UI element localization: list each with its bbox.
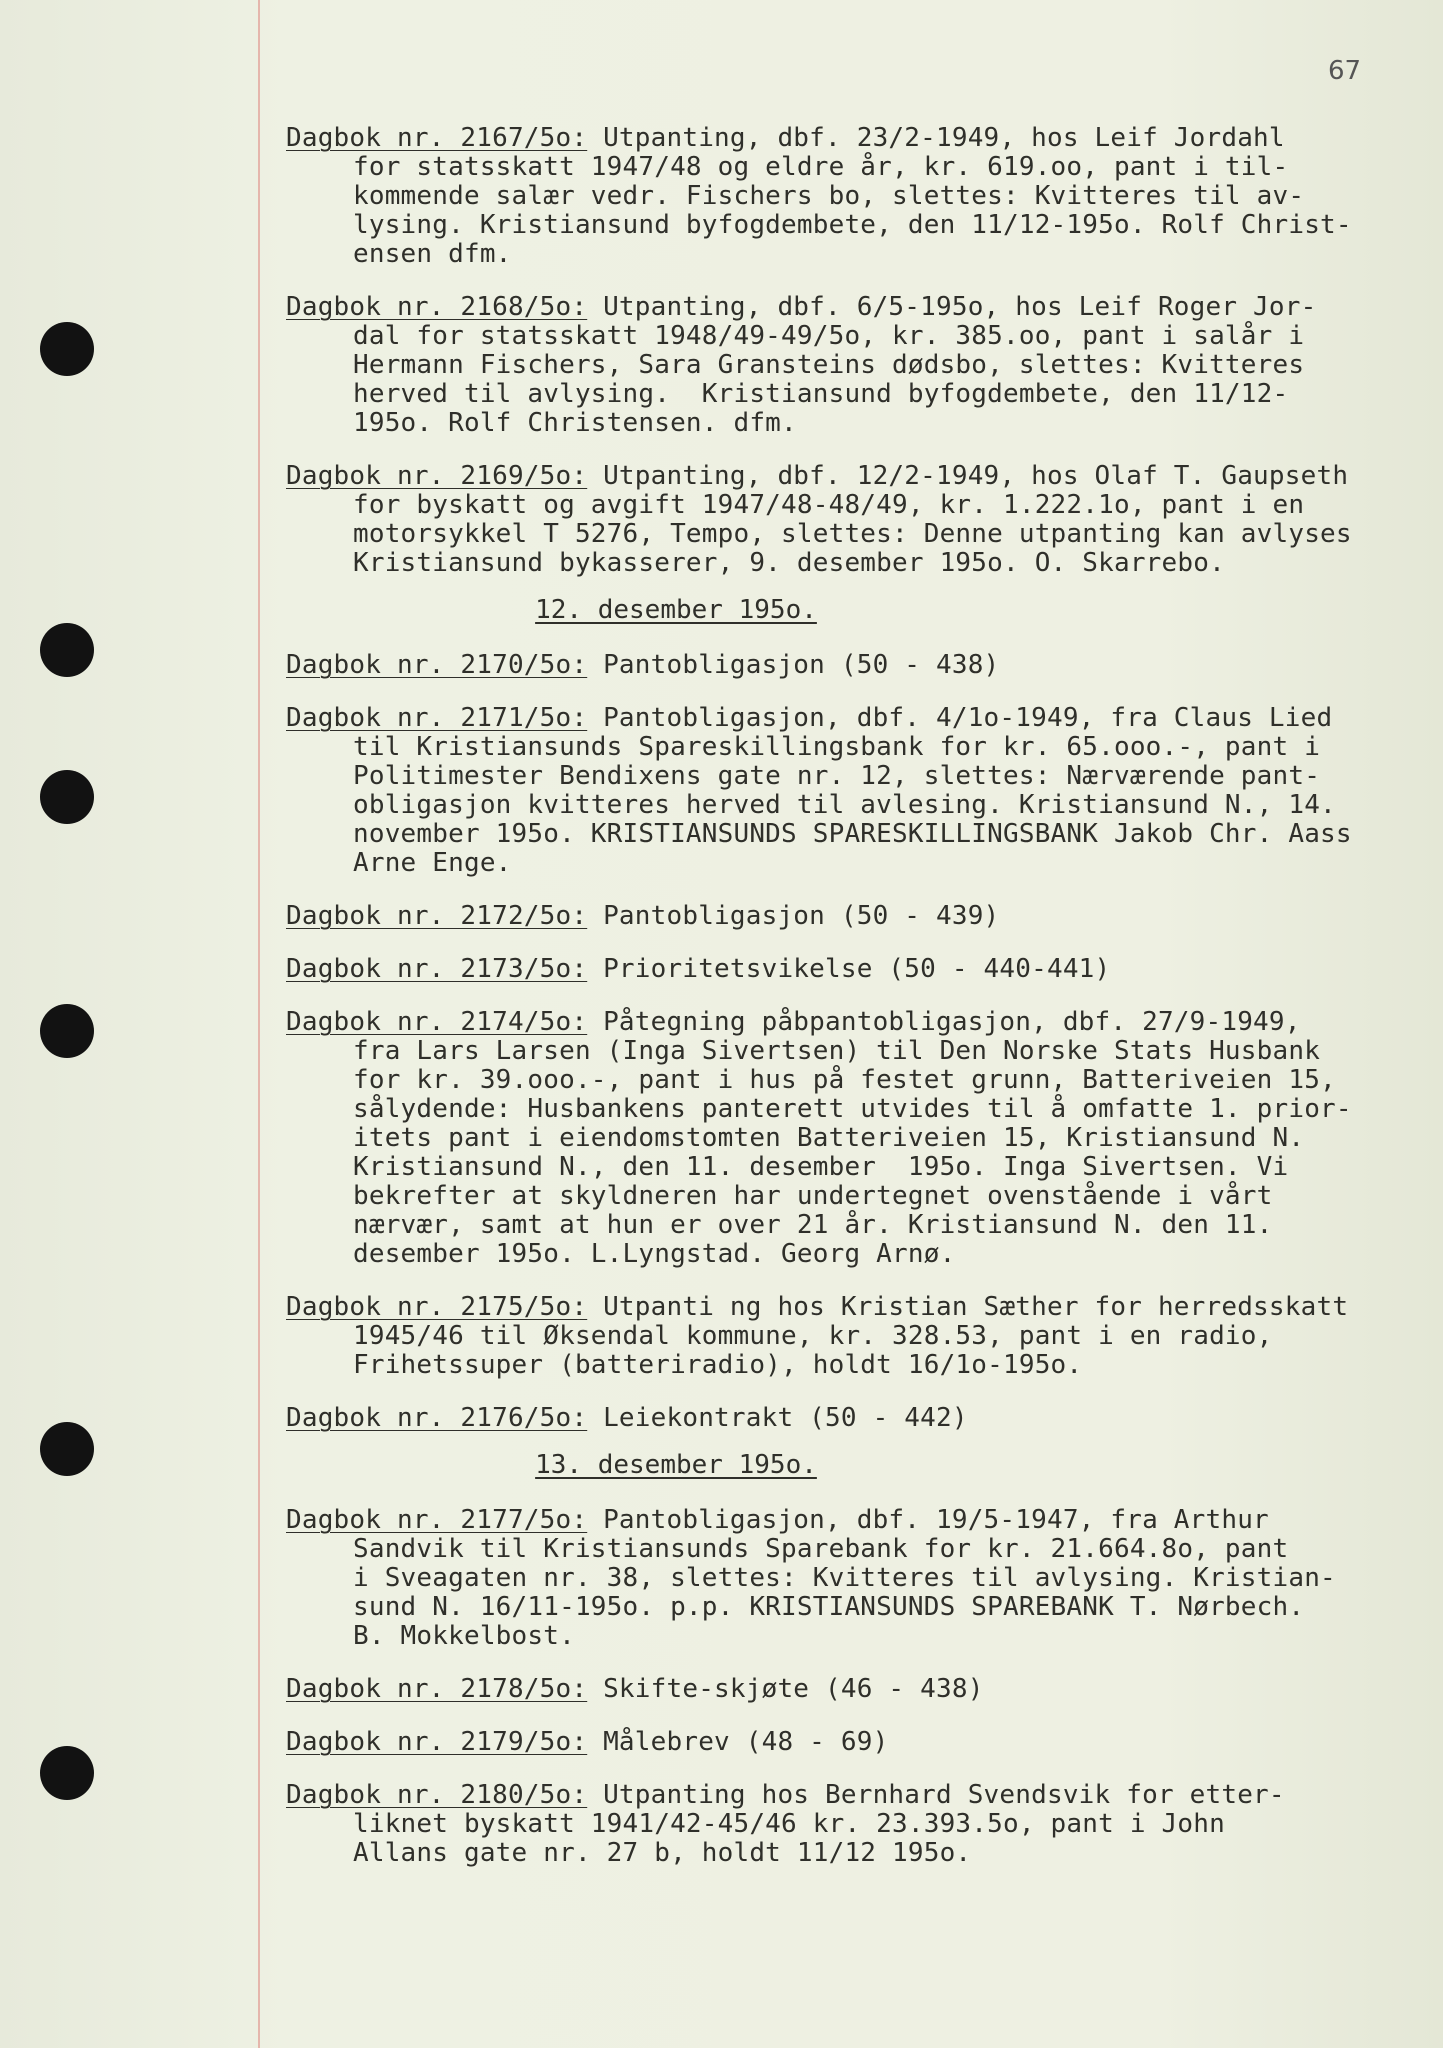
page-number: 67 [1328,56,1362,86]
ledger-entry [286,1675,1426,1704]
entry-label: Dagbok nr. 2176/5o: [286,1403,588,1433]
entry-line: Kristiansund bykasserer, 9. desember 195o. O. Skarrebo. [353,548,1225,578]
entry-first-line [286,124,1426,153]
ledger-entry [286,1506,1426,1651]
entry-label: Dagbok nr. 2174/5o: [286,1007,588,1037]
entry-first-line [286,1781,1426,1810]
ledger-entry [286,1293,1426,1380]
entry-label: Dagbok nr. 2177/5o: [286,1505,588,1535]
ledger-entry [286,124,1426,269]
entry-first-line [286,1008,1426,1037]
entry-first-line [286,651,1426,680]
entry-line: obligasjon kvitteres herved til avlesing. Kristiansund N., 14. [353,790,1336,820]
date-heading: 12. desember 195o. [535,595,817,625]
entry-label: Dagbok nr. 2171/5o: [286,703,588,733]
entry-text: Pantobligasjon, dbf. 19/5-1947, fra Arthur [587,1505,1269,1535]
entry-line: 195o. Rolf Christensen. dfm. [353,408,797,438]
entry-line: Kristiansund N., den 11. desember 195o. Inga Sivertsen. Vi [353,1152,1289,1182]
entry-text: Utpanting hos Bernhard Svendsvik for etter- [587,1780,1285,1810]
entry-text: Målebrev (48 - 69) [587,1727,889,1757]
entry-text: Utpanting, dbf. 12/2-1949, hos Olaf T. Gaupseth [587,461,1349,491]
entry-line: dal for statsskatt 1948/49-49/5o, kr. 385.oo, pant i salår i [353,321,1305,351]
entry-text: Pantobligasjon, dbf. 4/1o-1949, fra Claus Lied [587,703,1333,733]
entry-first-line [286,1293,1426,1322]
punch-hole [40,1746,94,1800]
entry-group [286,1506,1426,1868]
punch-hole [40,623,94,677]
punch-hole [40,770,94,824]
entry-text: Pantobligasjon (50 - 438) [587,650,1000,680]
entry-line: Hermann Fischers, Sara Gransteins dødsbo, slettes: Kvitteres [353,350,1305,380]
ledger-entry [286,651,1426,680]
entry-label: Dagbok nr. 2167/5o: [286,123,588,153]
entry-line: herved til avlysing. Kristiansund byfogdembete, den 11/12- [353,379,1289,409]
entry-line: for kr. 39.ooo.-, pant i hus på festet grunn, Batteriveien 15, [353,1065,1336,1095]
entry-line: til Kristiansunds Spareskillingsbank for kr. 65.ooo.-, pant i [353,732,1321,762]
entry-line: liknet byskatt 1941/42-45/46 kr. 23.393.5o, pant i John [353,1809,1225,1839]
ledger-entry [286,1008,1426,1269]
ledger-entry [286,704,1426,878]
entry-line: ensen dfm. [353,239,512,269]
entry-line: B. Mokkelbost. [353,1621,575,1651]
entry-group [286,651,1426,1433]
entry-label: Dagbok nr. 2179/5o: [286,1727,588,1757]
entry-line: lysing. Kristiansund byfogdembete, den 11/12-195o. Rolf Christ- [353,210,1352,240]
entry-line: Allans gate nr. 27 b, holdt 11/12 195o. [353,1838,972,1868]
entry-text: Prioritetsvikelse (50 - 440-441) [587,954,1111,984]
entry-first-line [286,902,1426,931]
punch-hole [40,322,94,376]
punch-hole [40,1004,94,1058]
ledger-entry [286,1781,1426,1868]
entry-line: Arne Enge. [353,848,512,878]
entry-label: Dagbok nr. 2173/5o: [286,954,588,984]
entry-line: bekrefter at skyldneren har undertegnet ovenstående i vårt [353,1181,1273,1211]
punch-hole [40,1422,94,1476]
entry-group [286,124,1426,578]
entry-line: Sandvik til Kristiansunds Sparebank for kr. 21.664.8o, pant [353,1534,1289,1564]
entry-line: nærvær, samt at hun er over 21 år. Kristiansund N. den 11. [353,1210,1273,1240]
entry-line: Frihetssuper (batteriradio), holdt 16/1o-195o. [353,1350,1083,1380]
entry-text: Leiekontrakt (50 - 442) [587,1403,968,1433]
entry-line: november 195o. KRISTIANSUNDS SPARESKILLINGSBANK Jakob Chr. Aass [353,819,1352,849]
entry-first-line [286,462,1426,491]
entry-line: sund N. 16/11-195o. p.p. KRISTIANSUNDS SPAREBANK T. Nørbech. [353,1592,1305,1622]
entry-label: Dagbok nr. 2168/5o: [286,292,588,322]
entry-text: Skifte-skjøte (46 - 438) [587,1674,984,1704]
entry-line: desember 195o. L.Lyngstad. Georg Arnø. [353,1239,956,1269]
ledger-content [286,124,1426,1892]
entry-text: Utpanting, dbf. 23/2-1949, hos Leif Jordahl [587,123,1285,153]
ledger-entry [286,293,1426,438]
entry-label: Dagbok nr. 2175/5o: [286,1292,588,1322]
entry-label: Dagbok nr. 2172/5o: [286,901,588,931]
ledger-entry [286,462,1426,578]
entry-line: sålydende: Husbankens panterett utvides til å omfatte 1. prior- [353,1094,1352,1124]
entry-first-line [286,1506,1426,1535]
entry-label: Dagbok nr. 2180/5o: [286,1780,588,1810]
entry-text: Pantobligasjon (50 - 439) [587,901,1000,931]
entry-label: Dagbok nr. 2169/5o: [286,461,588,491]
ledger-entry [286,1728,1426,1757]
entry-first-line [286,293,1426,322]
date-heading: 13. desember 195o. [535,1450,817,1480]
entry-line: for statsskatt 1947/48 og eldre år, kr. 619.oo, pant i til- [353,152,1289,182]
entry-line: fra Lars Larsen (Inga Sivertsen) til Den Norske Stats Husbank [353,1036,1321,1066]
entry-line: 1945/46 til Øksendal kommune, kr. 328.53, pant i en radio, [353,1321,1273,1351]
entry-first-line [286,704,1426,733]
entry-line: for byskatt og avgift 1947/48-48/49, kr. 1.222.1o, pant i en [353,490,1305,520]
entry-line: itets pant i eiendomstomten Batteriveien 15, Kristiansund N. [353,1123,1305,1153]
entry-line: kommende salær vedr. Fischers bo, slettes: Kvitteres til av- [353,181,1305,211]
ledger-entry [286,955,1426,984]
entry-first-line [286,1404,1426,1433]
margin-rule [258,0,260,2048]
entry-text: Utpanting, dbf. 6/5-195o, hos Leif Roger Jor- [587,292,1317,322]
entry-label: Dagbok nr. 2178/5o: [286,1674,588,1704]
entry-line: Politimester Bendixens gate nr. 12, slettes: Nærværende pant- [353,761,1321,791]
entry-text: Påtegning påbpantobligasjon, dbf. 27/9-1949, [587,1007,1301,1037]
entry-first-line [286,955,1426,984]
ledger-entry [286,1404,1426,1433]
ledger-entry [286,902,1426,931]
entry-first-line [286,1675,1426,1704]
entry-first-line [286,1728,1426,1757]
entry-line: i Sveagaten nr. 38, slettes: Kvitteres til avlysing. Kristian- [353,1563,1336,1593]
entry-text: Utpanti ng hos Kristian Sæther for herredsskatt [587,1292,1349,1322]
entry-label: Dagbok nr. 2170/5o: [286,650,588,680]
entry-line: motorsykkel T 5276, Tempo, slettes: Denne utpanting kan avlyses [353,519,1352,549]
